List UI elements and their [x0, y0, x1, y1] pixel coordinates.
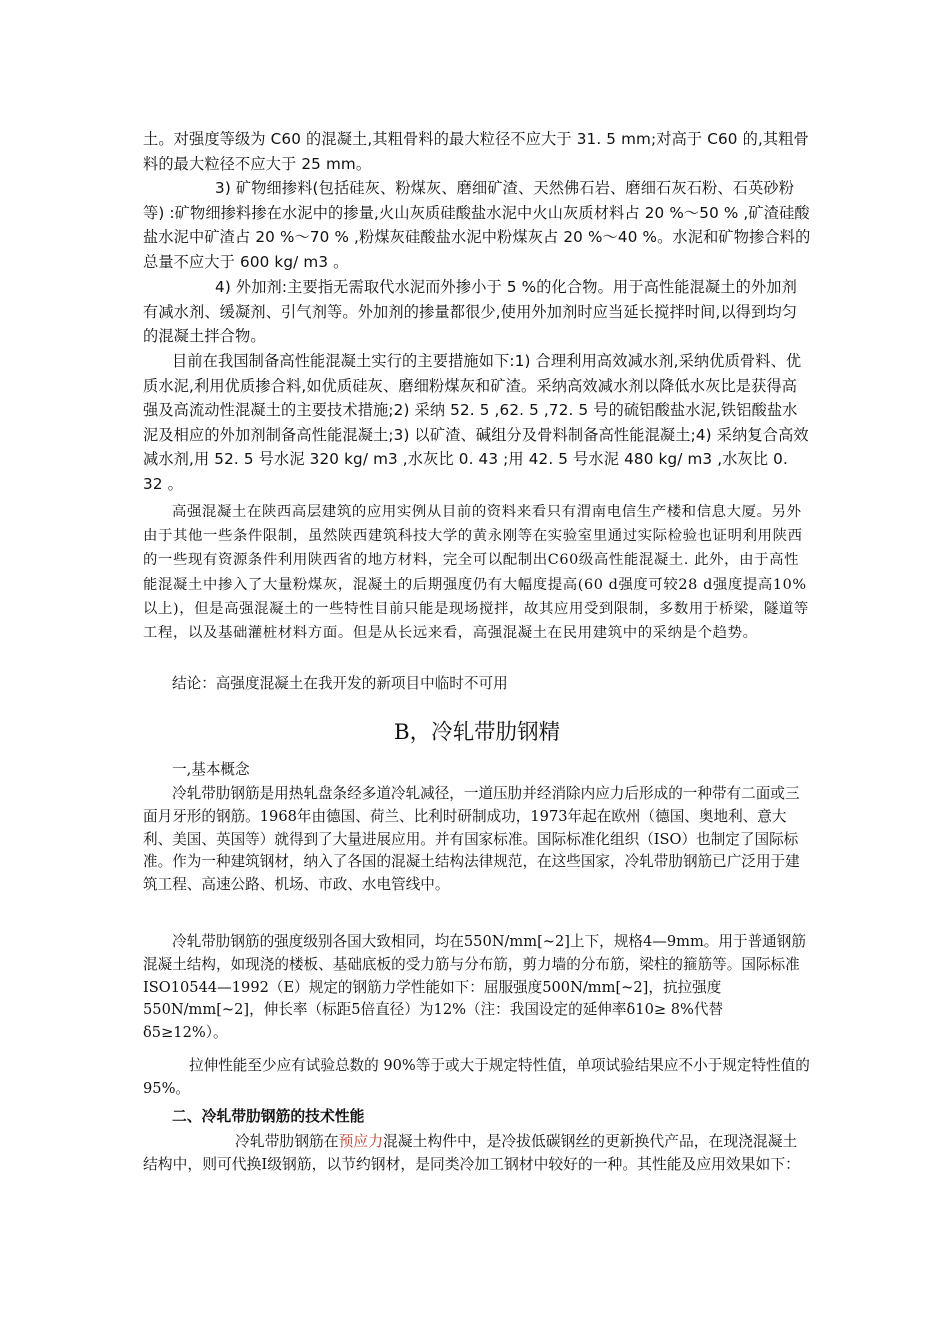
paragraph-tensile-requirement: 拉伸性能至少应有试验总数的 90%等于或大于规定特性值，单项试验结果应不小于规定特性值的95%。 [143, 1057, 810, 1097]
paragraph-shaanxi-application: 高强混凝土在陕西高层建筑的应用实例从目前的资料来看只有渭南电信生产楼和信息大厦。另外由于其他一些条件限制，虽然陕西建筑科技大学的黄永刚等在实验室里通过实际检验也证明利用陕西的一些现有资源条件利用陕西省的地方材料，完全可以配制出C60级高性能混凝土. 此外，由于高性能混凝土中掺入了大量粉煤灰，混凝土的后期强度仍有大幅度提高(60 d强度可较28 d强度提高10%以上)，但是高强混凝土的一些特性目前只能是现场搅拌，故其应用受到限制，多数用于桥梁，隧道等工程，以及基础灌桩材料方面。但是从长远来看，高强混凝土在民用建筑中的采纳是个趋势。 [143, 504, 809, 642]
paragraph-aggregate-size: 土。对强度等级为 C60 的混凝土,其粗骨料的最大粒径不应大于 31. 5 mm;对高于 C60 的,其粗骨料的最大粒径不应大于 25 mm。 [143, 130, 809, 173]
intro-text-b: 混凝土构件中，是冷拔低碳钢丝的更新换代产品，在现浇混凝土结构中，则可代换Ⅰ级钢筋，以节约钢材，是同类冷加工钢材中较好的一种。其性能及应用效果如下： [143, 1133, 800, 1174]
paragraph-definition: 冷轧带肋钢筋是用热轧盘条经多道冷轧减径，一道压肋并经消除内应力后形成的一种带有二面或三面月牙形的钢筋。1968年由德国、荷兰、比利时研制成功，1973年起在欧州（德国、奥地利、意大利、美国、英国等）就得到了大量进展应用。并有国家标准。国际标准化组织（ISO）也制定了国际标准。作为一种建筑钢材，纳入了各国的混凝土结构法律规范，在这些国家，冷轧带肋钢筋已广泛用于建筑工程、高速公路、机场、市政、水电管线中。 [143, 785, 800, 894]
intro-text-a: 冷轧带肋钢筋在 [235, 1133, 339, 1150]
paragraph-performance-intro [143, 1130, 811, 1176]
section-heading: B，冷轧带肋钢精 [393, 720, 561, 745]
paragraph-conclusion: 结论：高强度混凝土在我开发的新项目中临时不可用 [172, 675, 508, 692]
paragraph-main-measures: 目前在我国制备高性能混凝土实行的主要措施如下:1) 合理利用高效减水剂,采纳优质骨料、优质水泥,利用优质掺合料,如优质硅灰、磨细粉煤灰和矿渣。采纳高效减水剂以降低水灰比是获得高强及高流动性混凝土的主要技术措施;2) 采纳 52. 5 ,62. 5 ,72. 5 号的硫铝酸盐水泥,铁铝酸盐水泥及相应的外加剂制备高性能混凝土;3) 以矿渣、碱组分及骨料制备高性能混凝土;4) 采纳复合高效减水剂,用 52. 5 号水泥 320 kg/ m3 ,水灰比 0. 43 ;用 42. 5 号水泥 480 kg/ m3 ,水灰比 0. 32 。 [143, 352, 809, 493]
subheading-technical-performance: 二、冷轧带肋钢筋的技术性能 [172, 1108, 365, 1125]
subheading-basic-concept: 一,基本概念 [172, 761, 250, 778]
paragraph-additive: 4) 外加剂:主要指无需取代水泥而外掺小于 5 %的化合物。用于高性能混凝土的外加剂有减水剂、缓凝剂、引气剂等。外加剂的掺量都很少,使用外加剂时应当延长搅拌时间,以得到均匀的混凝土拌合物。 [143, 278, 798, 346]
paragraph-mineral-admixture: 3) 矿物细掺料(包括硅灰、粉煤灰、磨细矿渣、天然佛石岩、磨细石灰石粉、石英砂粉等) :矿物细掺料掺在水泥中的掺量,火山灰质硅酸盐水泥中火山灰质材料占 20 %～50 % ,矿渣硅酸盐水泥中矿渣占 20 %～70 % ,粉煤灰硅酸盐水泥中粉煤灰占 20 %～40 %。水泥和矿物掺合料的总量不应大于 600 kg/ m3 。 [143, 179, 811, 271]
paragraph-strength-grade: 冷轧带肋钢筋的强度级别各国大致相同，均在550N/mm[~2]上下，规格4—9mm。用于普通钢筋混凝土结构，如现浇的楼板、基础底板的受力筋与分布筋，剪力墙的分布筋，梁柱的箍筋等。国际标准ISO10544—1992（E）规定的钢筋力学性能如下：屈服强度500N/mm[~2]，抗拉强度550N/mm[~2]，伸长率（标距5倍直径）为12%（注：我国设定的延伸率δ10≥ 8%代替 δ5≥12%）。 [143, 933, 806, 1042]
prestress-link[interactable]: 预应力 [338, 1133, 383, 1150]
